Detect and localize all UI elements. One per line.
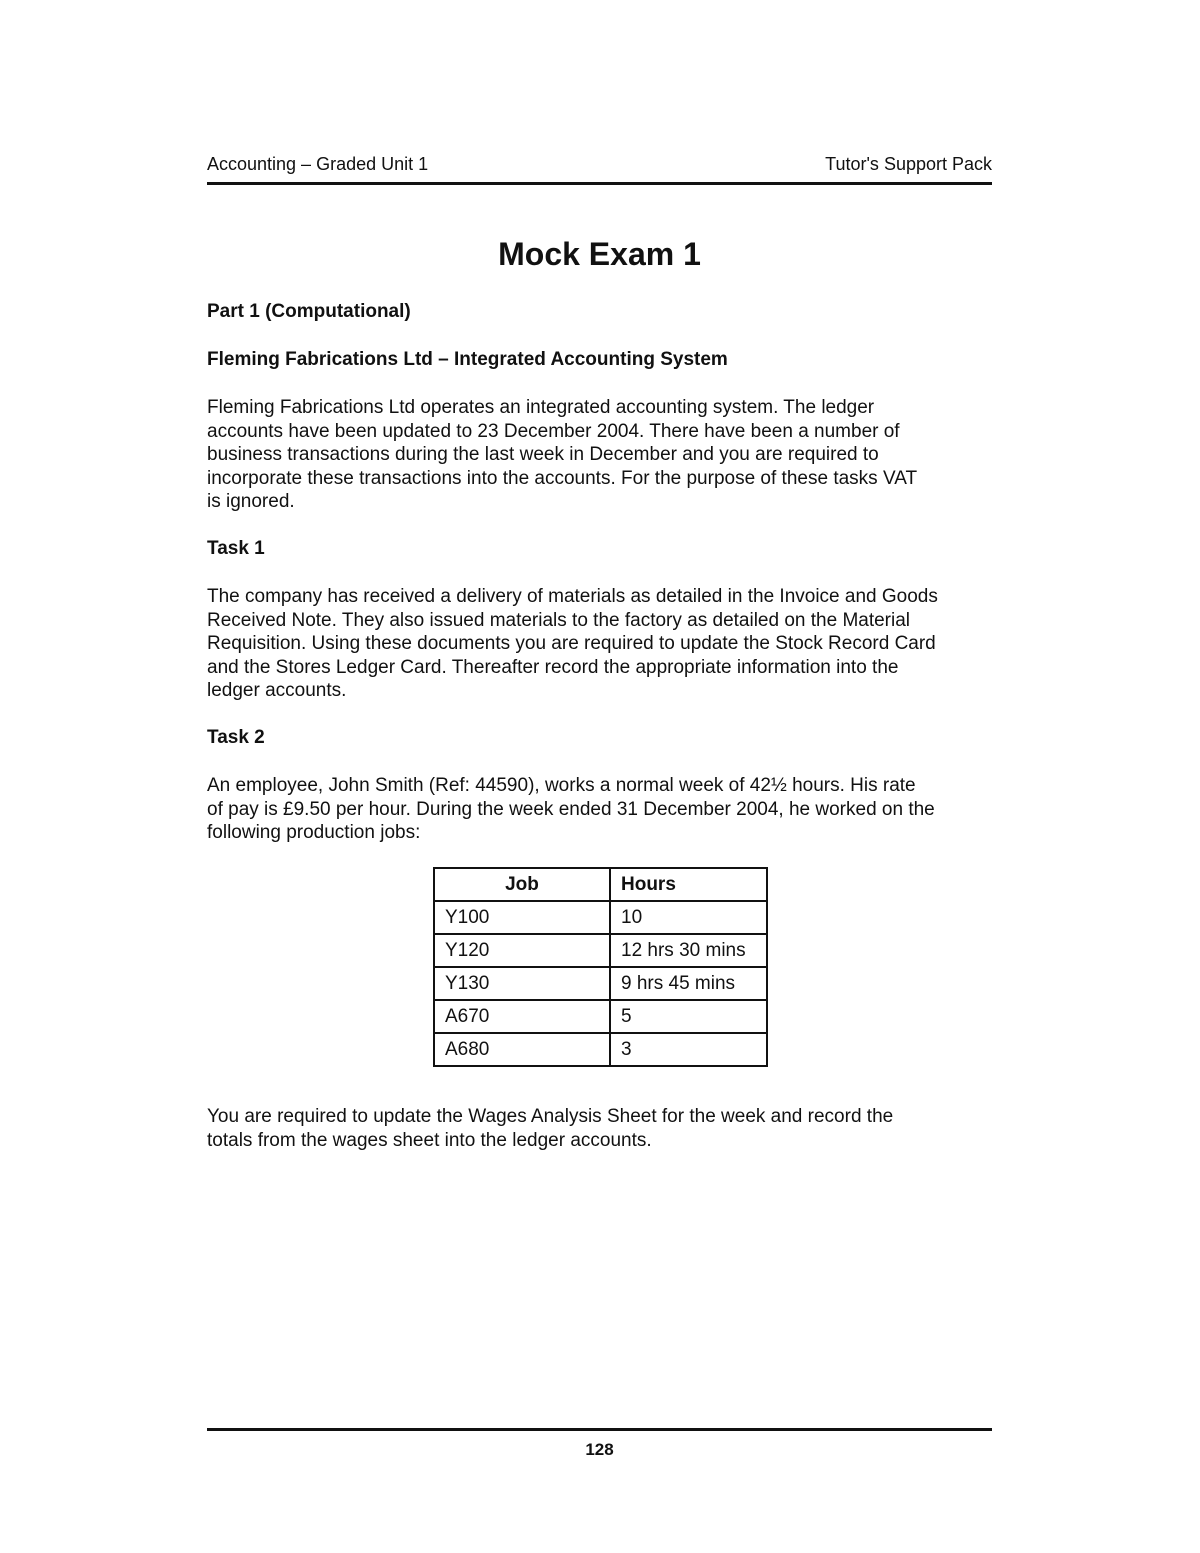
page-header [207, 150, 992, 185]
table-row [434, 1033, 767, 1066]
task2-line: of pay is £9.50 per hour. During the week ended 31 December 2004, he worked on the [207, 798, 935, 820]
hours-cell: 12 hrs 30 mins [610, 934, 767, 967]
job-cell: A670 [434, 1000, 610, 1033]
task1-line: Received Note. They also issued materials to the factory as detailed on the Material [207, 609, 911, 631]
intro-line: incorporate these transactions into the accounts. For the purpose of these tasks VAT [207, 467, 918, 489]
intro-line: is ignored. [207, 491, 295, 513]
job-cell: Y130 [434, 967, 610, 1000]
task1-line: and the Stores Ledger Card. Thereafter record the appropriate information into the [207, 656, 899, 678]
task1-line: ledger accounts. [207, 680, 347, 702]
intro-line: business transactions during the last week in December and you are required to [207, 444, 879, 466]
intro-paragraph [207, 396, 997, 514]
task2-heading: Task 2 [207, 727, 265, 748]
case-heading: Fleming Fabrications Ltd – Integrated Accounting System [207, 349, 728, 370]
task2-line: An employee, John Smith (Ref: 44590), works a normal week of 42½ hours. His rate [207, 775, 916, 796]
intro-line: Fleming Fabrications Ltd operates an integrated accounting system. The ledger [207, 397, 875, 418]
task2-closing-line: You are required to update the Wages Analysis Sheet for the week and record the [207, 1106, 894, 1127]
page-title: Mock Exam 1 [498, 236, 701, 272]
table-row [434, 1000, 767, 1033]
hours-cell: 5 [610, 1000, 767, 1033]
hours-cell: 3 [610, 1033, 767, 1066]
task1-line: The company has received a delivery of materials as detailed in the Invoice and Goods [207, 586, 938, 607]
page-number: 128 [585, 1440, 614, 1459]
jobs-hours-table [433, 867, 768, 1067]
hours-cell: 9 hrs 45 mins [610, 967, 767, 1000]
job-cell: Y120 [434, 934, 610, 967]
intro-line: accounts have been updated to 23 December 2004. There have been a number of [207, 420, 900, 442]
task2-line: following production jobs: [207, 822, 421, 844]
column-header-job: Job [434, 868, 610, 901]
task2-closing-paragraph [207, 1105, 997, 1152]
part-heading: Part 1 (Computational) [207, 301, 411, 322]
task1-heading: Task 1 [207, 538, 265, 559]
table-row [434, 901, 767, 934]
footer-divider [207, 1428, 992, 1431]
task1-paragraph [207, 585, 997, 703]
hours-cell: 10 [610, 901, 767, 934]
header-pack-title: Tutor's Support Pack [825, 154, 992, 174]
table-row [434, 967, 767, 1000]
job-cell: Y100 [434, 901, 610, 934]
column-header-hours: Hours [610, 868, 767, 901]
table-row [434, 934, 767, 967]
job-cell: A680 [434, 1033, 610, 1066]
task2-paragraph [207, 774, 997, 845]
task1-line: Requisition. Using these documents you are required to update the Stock Record Card [207, 633, 936, 655]
header-course-title: Accounting – Graded Unit 1 [207, 154, 429, 174]
table-header-row [434, 868, 767, 901]
task2-closing-line: totals from the wages sheet into the ledger accounts. [207, 1129, 652, 1151]
